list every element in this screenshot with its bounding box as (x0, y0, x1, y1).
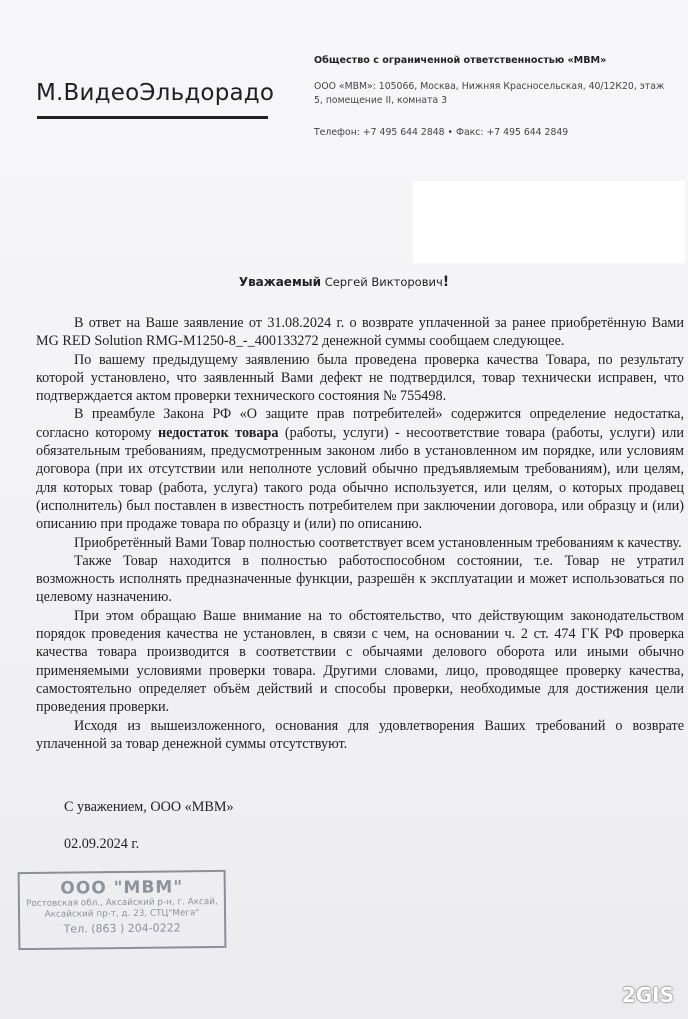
company-logo: М.ВидеоЭльдорадо (36, 80, 275, 106)
greeting (0, 274, 688, 290)
letter-date: 02.09.2024 г. (64, 836, 140, 852)
paragraph-2: По вашему предыдущему заявлению была проведена проверка качества Товара, по результату которой установлено, что заявленный Вами дефект не подтвердился, товар технически исправен, что подтверждается актом проверки технического состояния № 755498. (36, 351, 684, 405)
paragraph-5: Также Товар находится в полностью работоспособном состоянии, т.е. Товар не утратил возможность исполнять предназначенные функции, разрешён к эксплуатации и может использоваться по целевому назначению. (36, 552, 684, 606)
letterhead (314, 55, 684, 138)
logo-underline (37, 116, 268, 119)
paragraph-3-start: В преамбуле Закона РФ «О защите прав потребителей» содержится определение недостатка, согласно которому (36, 406, 684, 441)
company-name: Общество с ограниченной ответственностью «МВМ» (314, 55, 607, 66)
company-phones: Телефон: +7 495 644 2848 • Факс: +7 495 644 2849 (314, 127, 569, 138)
defect-term: недостаток товара (157, 424, 279, 441)
closing-signature: С уважением, ООО «МВМ» (64, 799, 234, 815)
greeting-punct: ! (442, 274, 450, 290)
2gis-watermark: 2GIS (621, 983, 674, 1007)
stamp-address-line-1: Ростовская обл., Аксайский р-н, г. Аксай, (26, 896, 218, 910)
stamp-phone: Тел. (863 ) 204-0222 (63, 921, 181, 936)
paragraph-3 (36, 405, 684, 533)
stamp-address-line-2: Аксайский пр-т, д. 23, СТЦ"Мега" (44, 908, 200, 920)
redacted-recipient-block (413, 181, 685, 263)
paragraph-1: В ответ на Ваше заявление от 31.08.2024 г. о возврате уплаченной за ранее приобретённую Вами MG RED Solution RMG-M1250-8_-_400133272 денежной суммы сообщаем следующее. (36, 315, 684, 350)
paragraph-4: Приобретённый Вами Товар полностью соответствует всем установленным требованиям к качеству. (74, 534, 682, 551)
company-stamp (18, 870, 227, 950)
greeting-name: Сергей Викторович (324, 275, 443, 289)
stamp-title: ООО "МВМ" (60, 877, 184, 899)
paragraph-3-end: (работы, услуги) - несоответствие товара (работы, услуги) или обязательным требованиям, предусмотренным законом либо в установленном им порядке, или условиям договора (при их отсутствии или неполноте условий обычно предъявляемым требованиям), или целям, для которых товар (работа, услуга) такого рода обычно используется, или целям, о которых продавец (исполнитель) был поставлен в известность потребителем при заключении договора, или образцу и (или) описанию при продаже товара по образцу и (или) по описанию. (36, 424, 684, 533)
paragraph-7: Исходя из вышеизложенного, основания для удовлетворения Ваших требований о возврате уплаченной за товар денежной суммы отсутствуют. (36, 717, 684, 752)
greeting-lead: Уважаемый (238, 275, 322, 289)
paragraph-6: При этом обращаю Ваше внимание на то обстоятельство, что действующим законодательством порядок проведения качества не установлен, в связи с чем, на основании ч. 2 ст. 474 ГК РФ проверка качества товара производится в соответствии с обычаями делового оборота или иными обычно применяемыми условиями проверки товара. Другими словами, лицо, проводящее проверку качества, самостоятельно определяет объём действий и способы проверки, необходимые для достижения цели проведения проверки. (36, 607, 684, 716)
company-address: ООО «МВМ»: 105066, Москва, Нижняя Красносельская, 40/12К20, этаж 5, помещение II, комната 3 (314, 81, 665, 106)
letter-body (36, 314, 684, 753)
